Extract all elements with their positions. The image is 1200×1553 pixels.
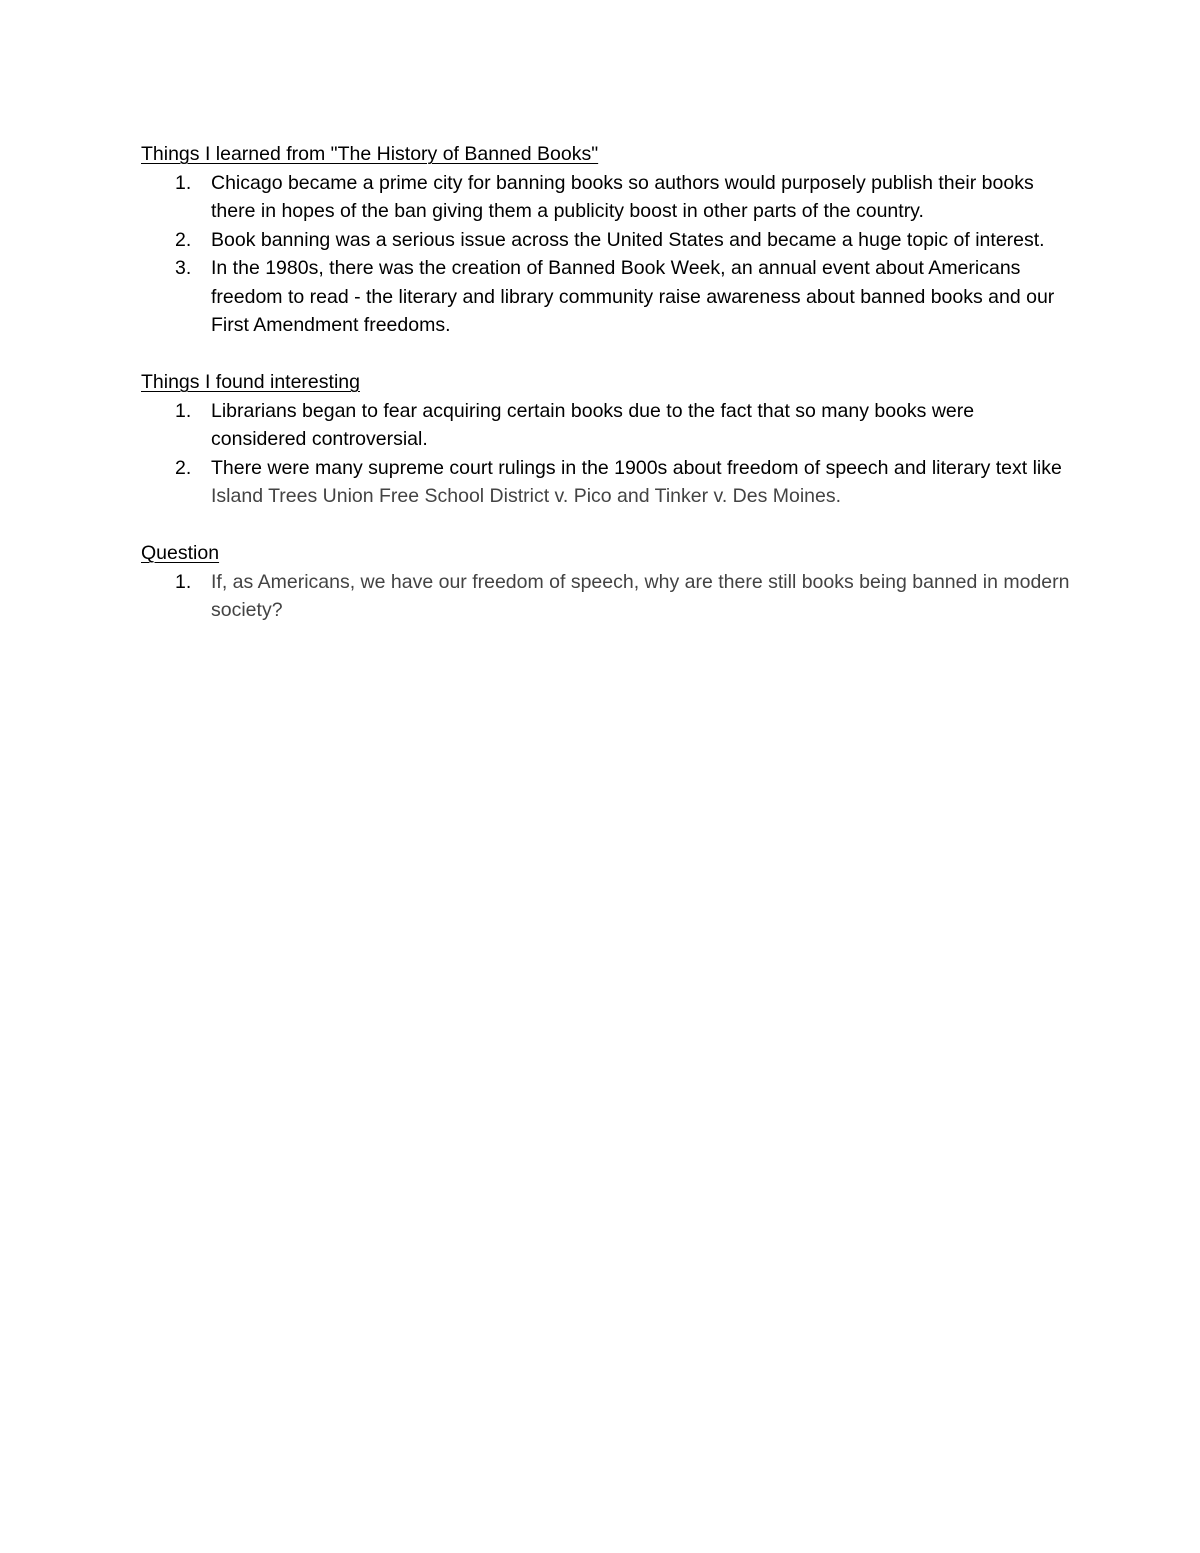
section-heading: Things I learned from "The History of Banned Books" bbox=[141, 143, 599, 165]
numbered-list bbox=[141, 568, 1071, 625]
case-citation-text: Island Trees Union Free School District v. Pico and Tinker v. Des Moines. bbox=[211, 485, 842, 507]
list-item bbox=[141, 397, 1071, 454]
list-number: 2. bbox=[175, 456, 192, 479]
list-item bbox=[141, 254, 1071, 340]
section-interesting bbox=[141, 368, 1071, 511]
section-heading: Question bbox=[141, 542, 220, 564]
list-item bbox=[141, 169, 1071, 226]
numbered-list bbox=[141, 169, 1071, 340]
list-item-text: Chicago became a prime city for banning books so authors would purposely publish their books there in hopes of the ban giving them a publicity boost in other parts of the country. bbox=[211, 171, 1034, 222]
list-number: 2. bbox=[175, 228, 192, 251]
question-text: If, as Americans, we have our freedom of speech, why are there still books being banned in modern society? bbox=[211, 570, 1070, 621]
list-item bbox=[141, 454, 1071, 511]
list-number: 1. bbox=[175, 399, 192, 422]
list-item-text: There were many supreme court rulings in the 1900s about freedom of speech and literary text like bbox=[211, 456, 1062, 479]
list-number: 1. bbox=[175, 171, 192, 194]
section-learned bbox=[141, 140, 1071, 340]
list-item-text: Book banning was a serious issue across the United States and became a huge topic of interest. bbox=[211, 228, 1045, 251]
numbered-list bbox=[141, 397, 1071, 511]
list-item bbox=[141, 226, 1071, 255]
section-heading: Things I found interesting bbox=[141, 371, 360, 393]
list-item-text: In the 1980s, there was the creation of Banned Book Week, an annual event about Americans freedom to read - the literary and library community raise awareness about banned books and our First Amendment freedoms. bbox=[211, 257, 1055, 336]
list-number: 1. bbox=[175, 570, 192, 593]
document-page bbox=[141, 140, 1071, 653]
list-item-text: Librarians began to fear acquiring certain books due to the fact that so many books were considered controversial. bbox=[211, 399, 975, 450]
list-item bbox=[141, 568, 1071, 625]
section-question bbox=[141, 539, 1071, 625]
list-number: 3. bbox=[175, 257, 192, 279]
